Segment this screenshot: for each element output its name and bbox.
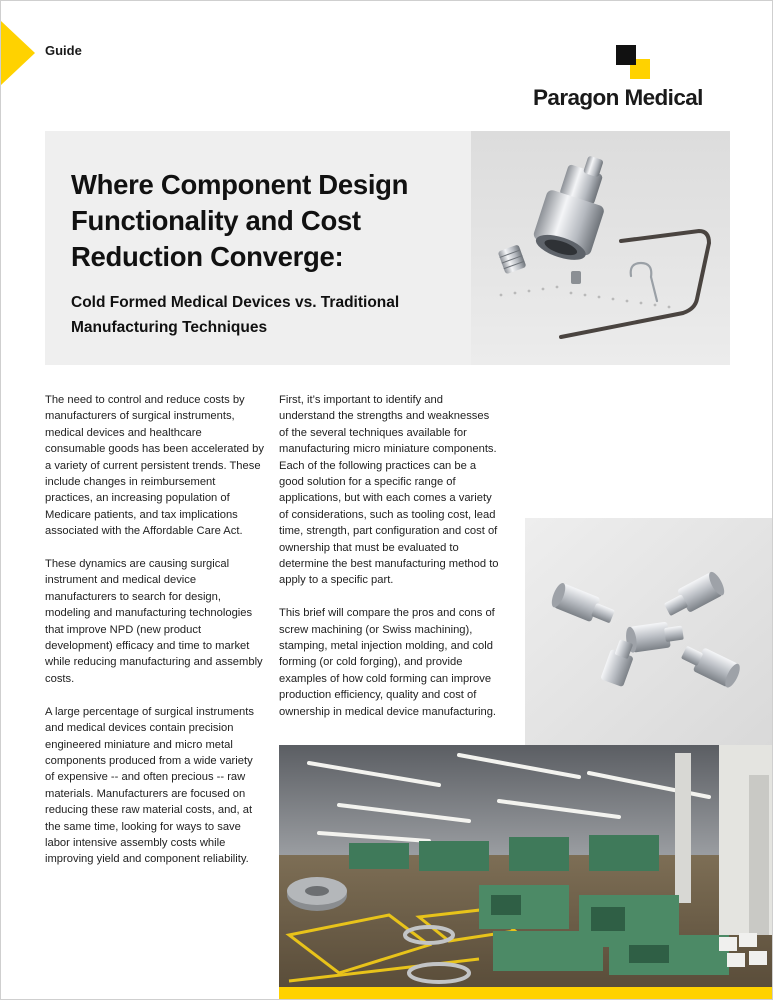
body-column-1	[45, 392, 265, 884]
page-subtitle: Cold Formed Medical Devices vs. Traditional Manufacturing Techniques	[71, 294, 400, 336]
paragraph: First, it’s important to identify and understand the strengths and weaknesses of the several techniques available for manufacturing micro miniature components. Each of the following practices can be a good solution for a specific range of applications, but with each comes a variety of considerations, such as tooling cost, lead time, strength, part configuration and cost of ownership that must be evaluated to determine the best manufacturing method to apply to a specific part.	[279, 394, 499, 587]
paragraph: A large percentage of surgical instruments and medical devices contain precision engineered miniature and micro metal components produced from a wide variety of expensive -- and often precious -- raw materials. Manufacturers are focused on reducing these raw material costs, and, at the same time, looking for ways to save labor intensive assembly costs while improving yield and component reliability.	[45, 705, 254, 866]
cold-formed-parts-photo	[525, 518, 773, 745]
corner-tab-graphic	[1, 21, 35, 85]
factory-floor-photo	[279, 745, 773, 987]
body-column-2	[279, 392, 501, 737]
page-title: Where Component Design Functionality and Cost Reduction Converge:	[71, 169, 409, 272]
hero-panel	[45, 131, 471, 365]
section-label: Guide	[45, 43, 82, 58]
brand-name: Paragon Medical	[533, 85, 703, 110]
brand-logo	[533, 45, 733, 115]
paragraph: The need to control and reduce costs by manufacturers of surgical instruments, medical devices and healthcare consumable goods has been accelerated by a variety of current persistent trends. These include changes in reimbursement practices, an increasing population of Medicare patients, and tax implications associated with the Affordable Care Act.	[45, 394, 264, 538]
paragon-square-mark-icon	[616, 45, 650, 79]
footer-accent-bar	[279, 987, 773, 1000]
hero-components-photo	[471, 131, 730, 365]
paragraph: These dynamics are causing surgical instrument and medical device manufacturers to search for design, modeling and manufacturing technologies that improve NPD (new product development) efficacy and time to market while reducing manufacturing and assembly costs.	[45, 558, 263, 685]
paragraph: This brief will compare the pros and cons of screw machining (or Swiss machining), stamping, metal injection molding, and cold forming (or cold forging), and provide examples of how cold forming can improve production efficiency, quality and cost of ownership in medical device manufacturing.	[279, 607, 497, 718]
